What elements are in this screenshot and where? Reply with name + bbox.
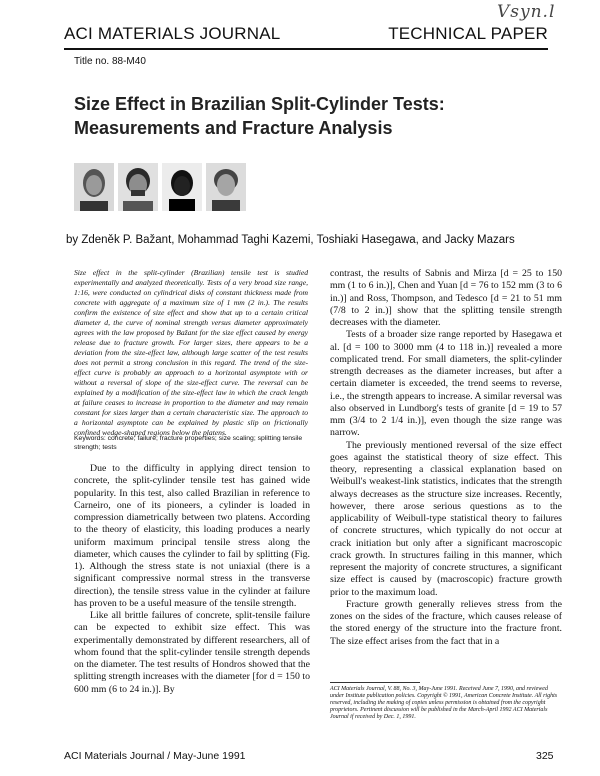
paragraph: Due to the difficulty in applying direct tension to concrete, the split-cylinder tensile test has gained wide popularity. In this test, also called Brazilian in reference to Carneiro, one of its pioneers, a cylinder is loaded in compression diametrically between two platens. According to the theory of elasticity, this loading produces a nearly uniform maximum principal tensile stress along the diameter, which causes the cylinder to fail by splitting (Fig. 1). Although the stress state is not uniaxial (there is a significant compressive normal stress in the transverse direction), the tensile stress value in the cylinder at failure has proven to be a useful measure of the tensile strength. [74, 463, 310, 609]
paragraph: Like all brittle failures of concrete, split-tensile failure can be expected to exhibit size effect. This was experimentally demonstrated by different researchers, all of whom found that the split-cylinder tensile strength depends on the diameter. The test results of Hondros showed that the splitting strength increases with the diameter [for d = 150 to 600 mm (6 to 24 in.)]. By [74, 610, 310, 695]
paper-title: Size Effect in Brazilian Split-Cylinder Tests: Measurements and Fracture Analysis [74, 94, 445, 138]
paragraph: contrast, the results of Sabnis and Mirza [d = 25 to 150 mm (1 to 6 in.)], Chen and Yuan [d = 76 to 152 mm (3 to 6 in.)] and Ross, Thompson, and Tedesco [d = 21 to 51 mm (7/8 to 2 in.)] show that the splitting tensile strength decreases with the diameter. [330, 268, 562, 328]
page-number: 325 [536, 750, 554, 762]
paragraph: Fracture growth generally relieves stress from the zones on the sides of the fracture, which causes release of the stored energy of the structure into the fracture front. The size effect arises from the fact that in a [330, 598, 562, 647]
abstract: Size effect in the split-cylinder (Brazilian) tensile test is studied experimentally and analyzed theoretically. Tests of a very broad size range, 1:16, were conducted on cylindrical disks of constant thickness made from concrete with aggregate of a maximum size of 1 mm (2 in.). The results confirm the existence of size effect and show that up to a certain critical diameter d, the curve of nominal strength versus diameter approximately agrees with the law proposed by Bažant for the size effect caused by energy release due to fracture growth. For larger sizes, there appears to be a deviation from the size-effect law, although large scatter of the test results does not permit a strong conclusion in this regard. The trend of the size-effect curve is probably an approach to a horizontal asymptote with or without a reversal of slope of the size-effect curve. The reversal can be explained by a modification of the size-effect law in which the crack length at failure ceases to increase in proportion to the diameter and may remain constant for sizes larger than a certain characteristic size. The approach to a horizontal asymptote can be explained by plastic slip on frictionally confined wedge-shaped regions below the platens. [74, 268, 308, 437]
journal-header [64, 22, 548, 50]
left-column [74, 463, 310, 696]
journal-name: ACI MATERIALS JOURNAL [64, 24, 281, 43]
author-photo-1 [74, 163, 114, 211]
author-line: by Zdeněk P. Bažant, Mohammad Taghi Kazemi, Toshiaki Hasegawa, and Jacky Mazars [66, 234, 515, 246]
page-footer: ACI Materials Journal / May-June 1991 [64, 750, 246, 762]
section-label: TECHNICAL PAPER [388, 24, 548, 43]
author-photo-4 [206, 163, 246, 211]
footnote-rule [330, 682, 420, 683]
keywords: Keywords: concrete; failure; fracture properties; size scaling; splitting tensile strength; tests [74, 435, 303, 451]
author-photo-2 [118, 163, 158, 211]
author-photo-3 [162, 163, 202, 211]
paragraph: The previously mentioned reversal of the size effect goes against the statistical theory of size effect. This theory, representing a classical explanation based on Weibull's weakest-link statistics, indicates that the strength always decreases as the structure size increases. Recently, however, there arose serious questions as to the applicability of Weibull-type statistical theory to failures of concrete structures, which typically do not occur at crack initiation but only after a significant macroscopic crack growth. In structures failing in this manner, which represent the majority of concrete structures, a significant size effect is caused by (macroscopic) fracture growth prior to the maximum load. [330, 439, 562, 598]
footnote: ACI Materials Journal, V. 88, No. 3, May-June 1991. Received June 7, 1990, and reviewed under Institute publication policies. Copyright © 1991, American Concrete Institute. All rights reserved, including the making of copies unless permission is obtained from the copyright proprietors. Pertinent discussion will be published in the March-April 1992 ACI Materials Journal if received by Dec. 1, 1991. [330, 686, 558, 720]
right-column [330, 268, 562, 648]
paragraph: Tests of a broader size range reported by Hasegawa et al. [d = 100 to 3000 mm (4 to 118 in.)] revealed a more complicated trend. For small diameters, the split-cylinder strength decreases as the diameter increases, but after a certain diameter is exceeded, the trend seems to reverse, i.e., the strength appears to increase. A similar reversal was also observed in Lundborg's tests of granite [d = 19 to 57 mm (3/4 to 2 1/4 in.)], even though the size range was narrow. [330, 329, 562, 439]
title-number: Title no. 88-M40 [74, 56, 146, 67]
handwritten-annotation: Vsyn.l [497, 2, 556, 22]
